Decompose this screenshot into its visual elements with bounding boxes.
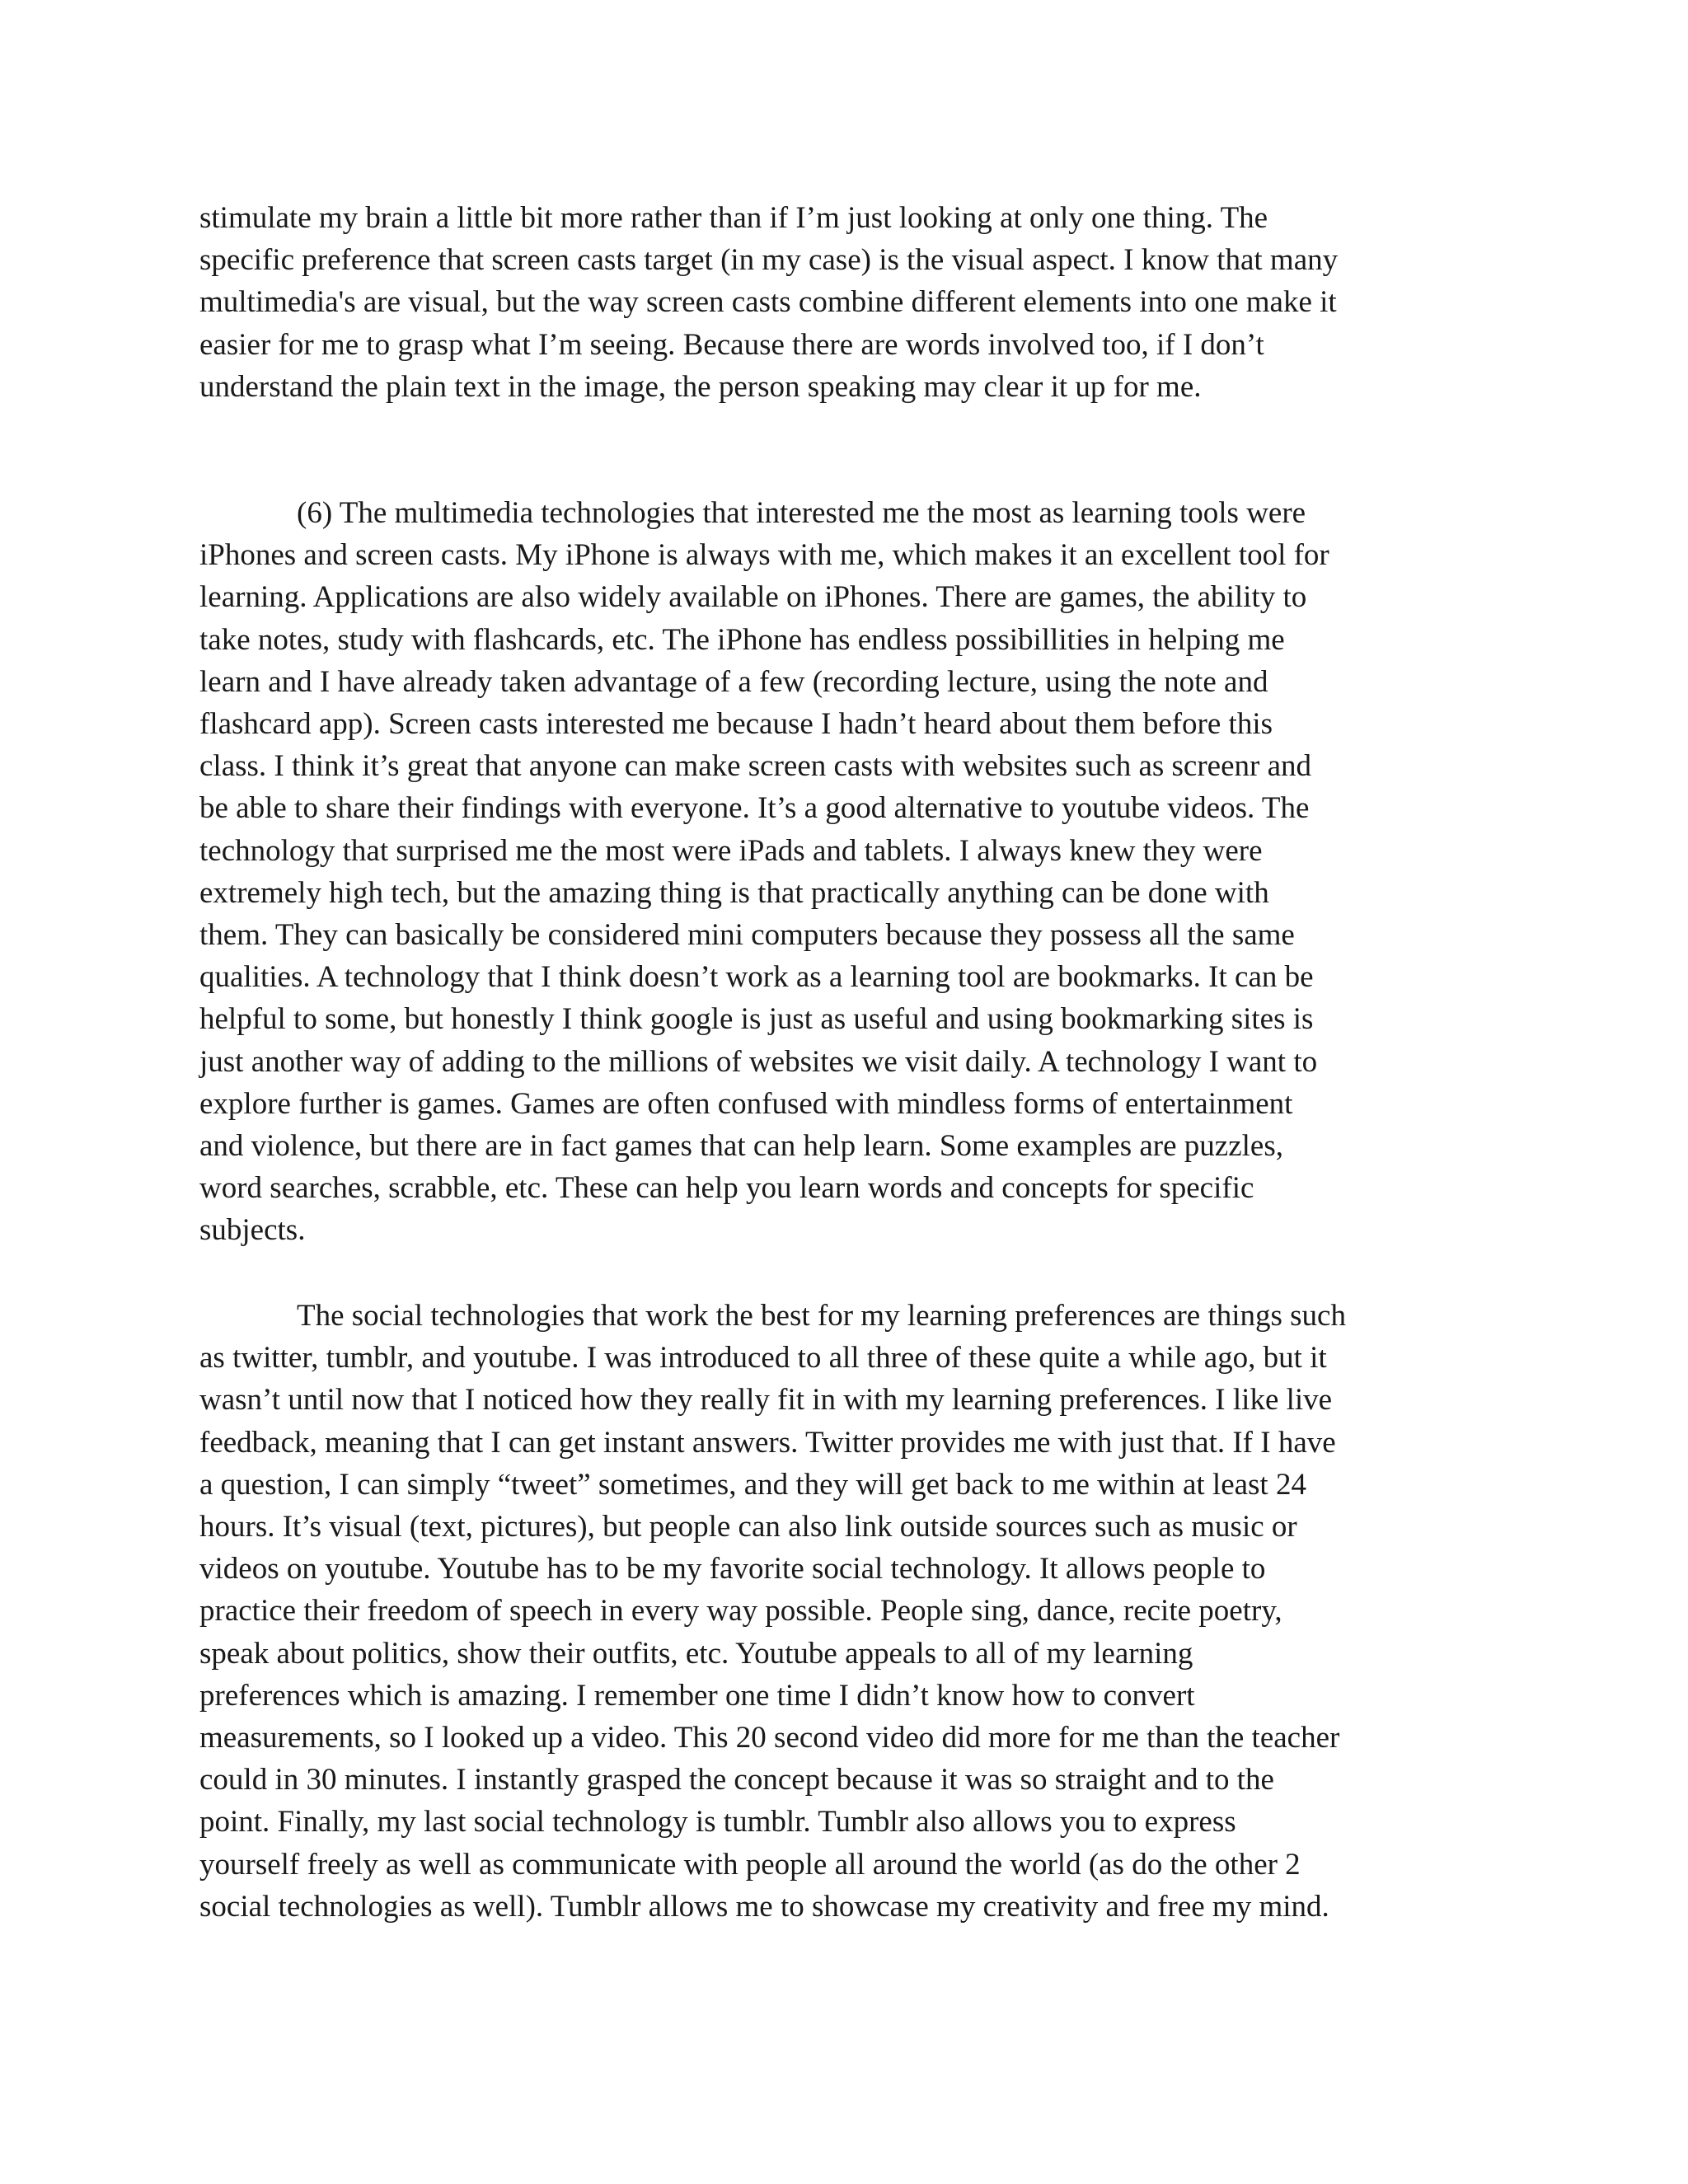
- paragraph-line: wasn’t until now that I noticed how they really fit in with my learning preferences. I like live: [199, 1383, 1333, 1418]
- paragraph-line: them. They can basically be considered mini computers because they possess all the same: [199, 918, 1295, 953]
- paragraph-line: understand the plain text in the image, the person speaking may clear it up for me.: [199, 369, 1202, 404]
- paragraph-line: extremely high tech, but the amazing thing is that practically anything can be done with: [199, 875, 1269, 910]
- paragraph-line: just another way of adding to the millions of websites we visit daily. A technology I want to: [199, 1044, 1318, 1079]
- paragraph-line: helpful to some, but honestly I think google is just as useful and using bookmarking sites is: [199, 1002, 1314, 1037]
- paragraph-line: flashcard app). Screen casts interested me because I hadn’t heard about them before this: [199, 707, 1273, 742]
- paragraph-line: social technologies as well). Tumblr allows me to showcase my creativity and free my mind.: [199, 1889, 1329, 1924]
- paragraph-line: multimedia's are visual, but the way screen casts combine different elements into one make it: [199, 285, 1337, 320]
- paragraph-line: speak about politics, show their outfits, etc. Youtube appeals to all of my learning: [199, 1636, 1193, 1671]
- paragraph-line: hours. It’s visual (text, pictures), but people can also link outside sources such as music or: [199, 1510, 1297, 1544]
- paragraph-line: (6) The multimedia technologies that interested me the most as learning tools were: [297, 496, 1306, 530]
- paragraph-line: The social technologies that work the best for my learning preferences are things such: [297, 1299, 1346, 1333]
- paragraph-line: take notes, study with flashcards, etc. The iPhone has endless possibillities in helping me: [199, 622, 1285, 657]
- paragraph-line: practice their freedom of speech in every way possible. People sing, dance, recite poetry,: [199, 1594, 1282, 1629]
- paragraph-line: videos on youtube. Youtube has to be my favorite social technology. It allows people to: [199, 1552, 1266, 1586]
- paragraph-line: a question, I can simply “tweet” sometimes, and they will get back to me within at least 24: [199, 1467, 1306, 1502]
- paragraph-line: explore further is games. Games are often confused with mindless forms of entertainment: [199, 1086, 1293, 1121]
- paragraph-line: subjects.: [199, 1213, 306, 1248]
- paragraph-line: class. I think it’s great that anyone can make screen casts with websites such as screenr and: [199, 749, 1312, 784]
- paragraph-line: learn and I have already taken advantage of a few (recording lecture, using the note and: [199, 664, 1268, 699]
- paragraph-social-technologies: [199, 1295, 1456, 1928]
- paragraph-line: learning. Applications are also widely available on iPhones. There are games, the ability to: [199, 580, 1307, 615]
- paragraph-line: word searches, scrabble, etc. These can help you learn words and concepts for specific: [199, 1171, 1254, 1206]
- paragraph-line: specific preference that screen casts target (in my case) is the visual aspect. I know that many: [199, 243, 1339, 278]
- paragraph-line: qualities. A technology that I think doesn’t work as a learning tool are bookmarks. It can be: [199, 960, 1314, 995]
- paragraph-line: could in 30 minutes. I instantly grasped the concept because it was so straight and to the: [199, 1763, 1274, 1797]
- paragraph-line: stimulate my brain a little bit more rather than if I’m just looking at only one thing. The: [199, 201, 1268, 235]
- paragraph-line: measurements, so I looked up a video. This 20 second video did more for me than the teacher: [199, 1721, 1340, 1755]
- paragraph-line: feedback, meaning that I can get instant answers. Twitter provides me with just that. If I have: [199, 1425, 1336, 1460]
- paragraph-line: easier for me to grasp what I’m seeing. Because there are words involved too, if I don’t: [199, 327, 1264, 362]
- paragraph-line: as twitter, tumblr, and youtube. I was introduced to all three of these quite a while ago, but it: [199, 1341, 1327, 1376]
- paragraph-line: preferences which is amazing. I remember one time I didn’t know how to convert: [199, 1678, 1195, 1713]
- paragraph-continuation: [199, 197, 1456, 408]
- paragraph-line: and violence, but there are in fact games that can help learn. Some examples are puzzles,: [199, 1129, 1283, 1164]
- paragraph-line: be able to share their findings with everyone. It’s a good alternative to youtube videos. The: [199, 791, 1310, 826]
- paragraph-line: point. Finally, my last social technology is tumblr. Tumblr also allows you to express: [199, 1805, 1236, 1840]
- paragraph-multimedia-technologies: [199, 492, 1456, 1252]
- paragraph-line: technology that surprised me the most were iPads and tablets. I always knew they were: [199, 833, 1263, 868]
- paragraph-line: iPhones and screen casts. My iPhone is always with me, which makes it an excellent tool for: [199, 538, 1329, 573]
- paragraph-line: yourself freely as well as communicate with people all around the world (as do the other 2: [199, 1847, 1301, 1882]
